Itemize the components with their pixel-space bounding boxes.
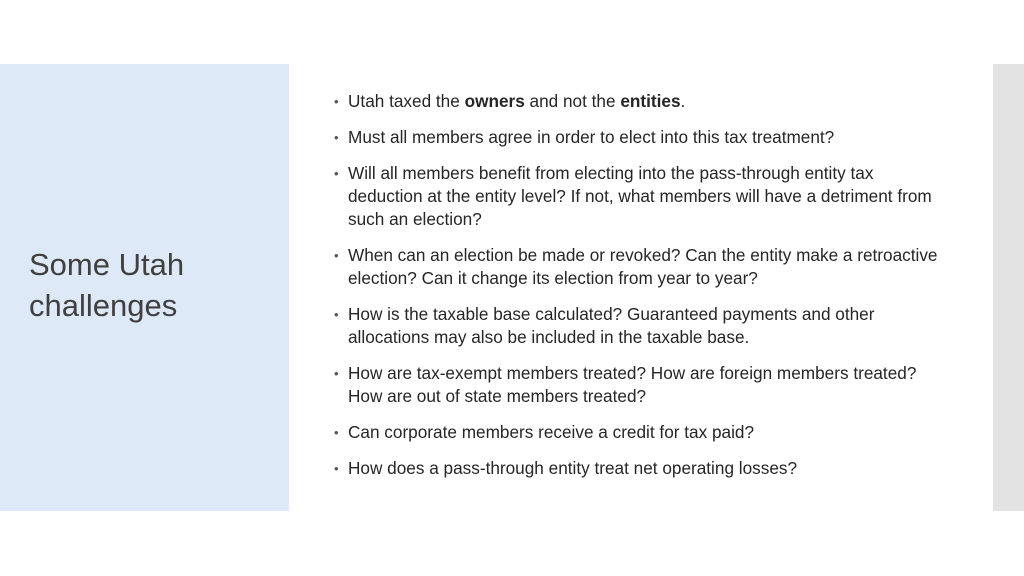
bullet-dot-icon: •	[334, 307, 339, 322]
emphasis-owners: owners	[464, 91, 525, 111]
bullet-content	[330, 90, 940, 493]
bullet-dot-icon: •	[334, 166, 339, 181]
bullet-item: • How is the taxable base calculated? Guaranteed payments and other allocations may also be included in the taxable base.	[334, 304, 875, 347]
bullet-item: • Can corporate members receive a credit for tax paid?	[334, 422, 755, 442]
slide-title: Some Utah challenges	[29, 247, 185, 323]
bullet-item: • How does a pass-through entity treat net operating losses?	[334, 458, 798, 478]
bullet-dot-icon: •	[334, 425, 339, 440]
bullet-item: • Must all members agree in order to elect into this tax treatment?	[334, 127, 835, 147]
bullet-dot-icon: •	[334, 248, 339, 263]
bullet-item: • How are tax-exempt members treated? How are foreign members treated? How are out of state members treated?	[334, 363, 917, 406]
bullet-item: • Will all members benefit from electing into the pass-through entity tax deduction at the entity level? If not, what members will have a detriment from such an election?	[334, 163, 932, 229]
emphasis-entities: entities	[620, 91, 681, 111]
bullet-item: • When can an election be made or revoked? Can the entity make a retroactive election? Can it change its election from year to year?	[334, 245, 938, 288]
bullet-dot-icon: •	[334, 366, 339, 381]
bullet-item: • Utah taxed the owners and not the entities.	[334, 91, 686, 111]
bullet-dot-icon: •	[334, 130, 339, 145]
right-edge-strip	[993, 64, 1024, 511]
bullet-dot-icon: •	[334, 94, 339, 109]
bullet-dot-icon: •	[334, 461, 339, 476]
bullet-list	[330, 90, 940, 480]
